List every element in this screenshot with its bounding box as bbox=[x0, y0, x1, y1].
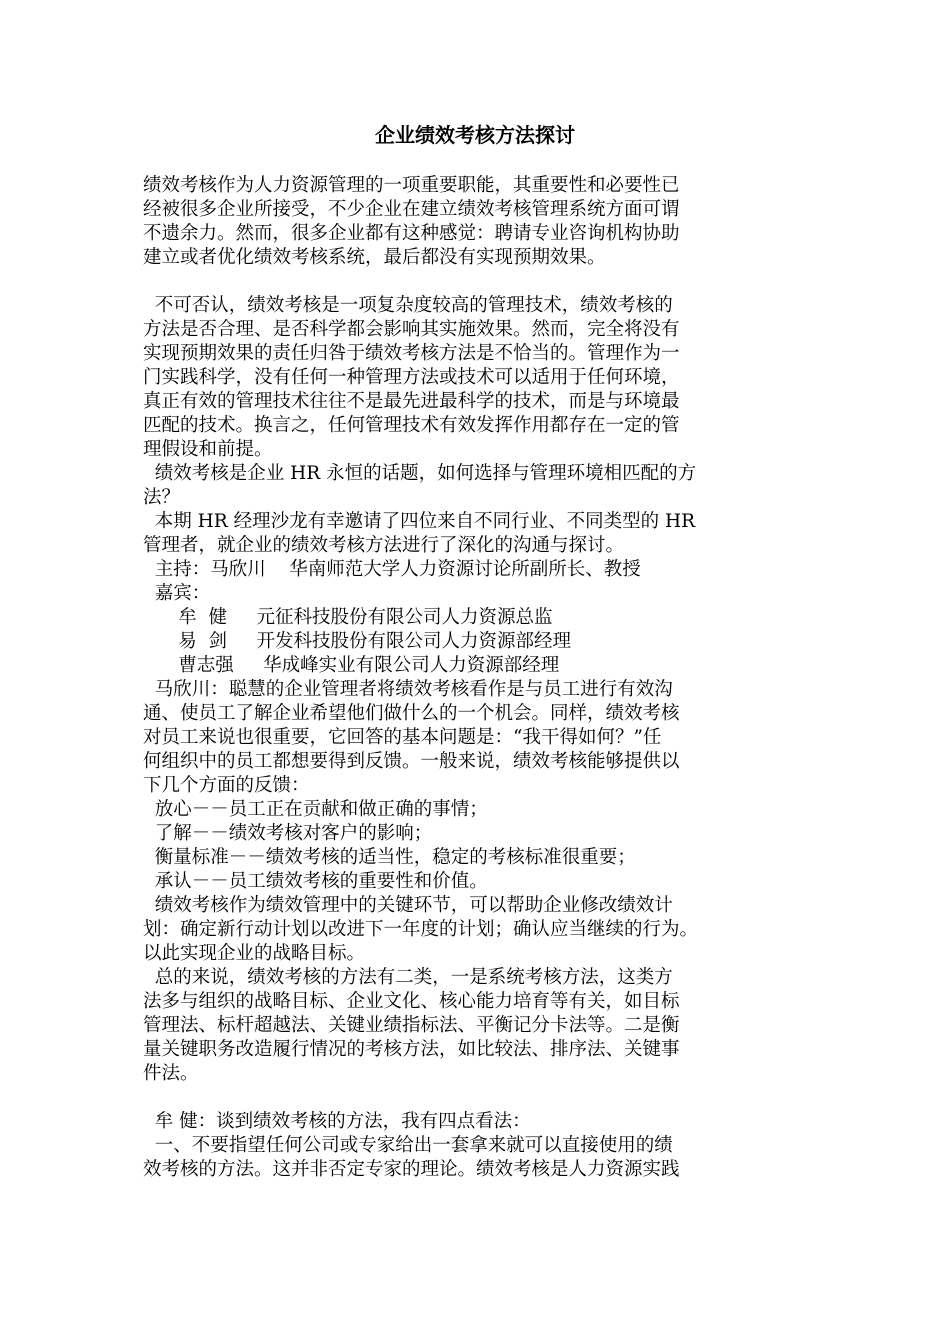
text-line: 主持：马欣川 华南师范大学人力资源讨论所副所长、教授 bbox=[143, 559, 641, 580]
text-line: 理假设和前提。 bbox=[143, 439, 273, 460]
text-line: 门实践科学，没有任何一种管理方法或技术可以适用于任何环境， bbox=[143, 367, 680, 388]
text-line: 匹配的技术。换言之，任何管理技术有效发挥作用都存在一定的管 bbox=[143, 415, 680, 436]
text-line: 件法。 bbox=[143, 1063, 199, 1084]
text-line: 易 剑 开发科技股份有限公司人力资源部经理 bbox=[143, 631, 571, 652]
text-line: 总的来说，绩效考核的方法有二类，一是系统考核方法，这类方 bbox=[143, 967, 673, 988]
text-line: 不可否认，绩效考核是一项复杂度较高的管理技术，绩效考核的 bbox=[143, 295, 673, 316]
blank-line bbox=[143, 270, 823, 294]
document-body bbox=[143, 174, 823, 1182]
text-line: 牟 健 元征科技股份有限公司人力资源总监 bbox=[143, 607, 553, 628]
text-line: 绩效考核是企业 HR 永恒的话题，如何选择与管理环境相匹配的方 bbox=[143, 463, 697, 484]
text-line: 马欣川：聪慧的企业管理者将绩效考核看作是与员工进行有效沟 bbox=[143, 679, 673, 700]
text-line: 方法是否合理、是否科学都会影响其实施效果。然而，完全将没有 bbox=[143, 319, 680, 340]
text-line: 管理法、标杆超越法、关键业绩指标法、平衡记分卡法等。二是衡 bbox=[143, 1015, 680, 1036]
text-line: 曹志强 华成峰实业有限公司人力资源部经理 bbox=[143, 655, 560, 676]
text-line: 嘉宾： bbox=[143, 583, 211, 604]
text-line: 牟 健：谈到绩效考核的方法，我有四点看法： bbox=[143, 1111, 531, 1132]
text-line: 管理者，就企业的绩效考核方法进行了深化的沟通与探讨。 bbox=[143, 535, 625, 556]
blank-line bbox=[143, 1086, 823, 1110]
text-line: 法？ bbox=[143, 487, 181, 508]
text-line: 划：确定新行动计划以改进下一年度的计划；确认应当继续的行为。 bbox=[143, 919, 699, 940]
text-line: 量关键职务改造履行情况的考核方法，如比较法、排序法、关键事 bbox=[143, 1039, 680, 1060]
document-title: 企业绩效考核方法探讨 bbox=[375, 123, 575, 147]
text-line: 承认－－员工绩效考核的重要性和价值。 bbox=[143, 871, 488, 892]
text-line: 下几个方面的反馈： bbox=[143, 775, 310, 796]
text-line: 不遗余力。然而，很多企业都有这种感觉：聘请专业咨询机构协助 bbox=[143, 223, 680, 244]
text-line: 对员工来说也很重要，它回答的基本问题是：“我干得如何？”任 bbox=[143, 727, 662, 748]
text-line: 放心－－员工正在贡献和做正确的事情； bbox=[143, 799, 488, 820]
text-line: 实现预期效果的责任归咎于绩效考核方法是不恰当的。管理作为一 bbox=[143, 343, 680, 364]
text-line: 何组织中的员工都想要得到反馈。一般来说，绩效考核能够提供以 bbox=[143, 751, 680, 772]
text-line: 效考核的方法。这并非否定专家的理论。绩效考核是人力资源实践 bbox=[143, 1159, 680, 1180]
text-line: 一、不要指望任何公司或专家给出一套拿来就可以直接使用的绩 bbox=[143, 1135, 673, 1156]
text-line: 本期 HR 经理沙龙有幸邀请了四位来自不同行业、不同类型的 HR bbox=[143, 511, 696, 532]
text-line: 真正有效的管理技术往往不是最先进最科学的技术，而是与环境最 bbox=[143, 391, 680, 412]
text-line: 衡量标准－－绩效考核的适当性，稳定的考核标准很重要； bbox=[143, 847, 636, 868]
text-line: 以此实现企业的战略目标。 bbox=[143, 943, 366, 964]
text-line: 通、使员工了解企业希望他们做什么的一个机会。同样，绩效考核 bbox=[143, 703, 680, 724]
text-line: 法多与组织的战略目标、企业文化、核心能力培育等有关，如目标 bbox=[143, 991, 680, 1012]
text-line: 绩效考核作为绩效管理中的关键环节，可以帮助企业修改绩效计 bbox=[143, 895, 673, 916]
text-line: 经被很多企业所接受，不少企业在建立绩效考核管理系统方面可谓 bbox=[143, 199, 680, 220]
text-line: 建立或者优化绩效考核系统，最后都没有实现预期效果。 bbox=[143, 247, 606, 268]
text-line: 了解－－绩效考核对客户的影响； bbox=[143, 823, 433, 844]
text-line: 绩效考核作为人力资源管理的一项重要职能，其重要性和必要性已 bbox=[143, 175, 680, 196]
